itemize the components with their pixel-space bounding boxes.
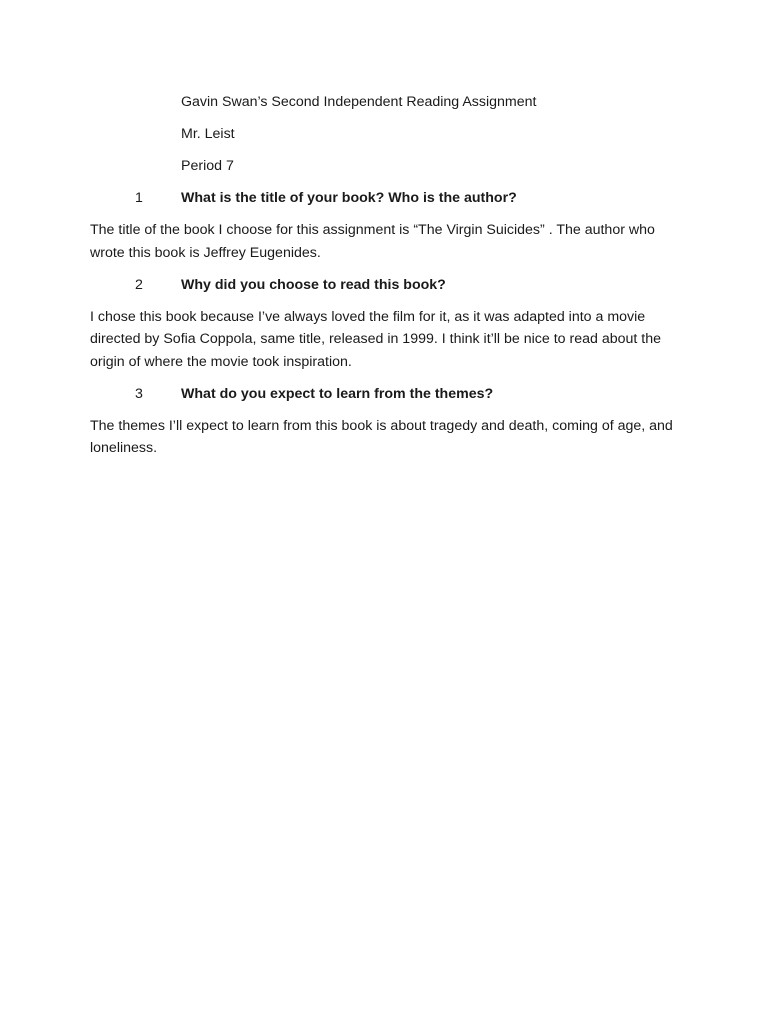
question-1: [90, 187, 682, 210]
answer-2: I chose this book because I’ve always loved the film for it, as it was adapted into a movie directed by Sofia Coppola, same title, released in 1999. I think it’ll be nice to read about the origin of where the movie took inspiration.: [90, 308, 661, 370]
question-2: [90, 274, 682, 297]
teacher-name: Mr. Leist: [181, 126, 235, 142]
question-number: 3: [135, 385, 143, 402]
class-period: Period 7: [181, 158, 234, 174]
question-number: 2: [135, 276, 143, 293]
assignment-title: Gavin Swan’s Second Independent Reading Assignment: [181, 94, 537, 110]
question-text: Why did you choose to read this book?: [181, 276, 446, 293]
answer-3: The themes I’ll expect to learn from this book is about tragedy and death, coming of age, and loneliness.: [90, 417, 673, 456]
question-text: What is the title of your book? Who is the author?: [181, 190, 517, 206]
answer-1: The title of the book I choose for this assignment is “The Virgin Suicides” . The author who wrote this book is Jeffrey Eugenides.: [90, 222, 655, 261]
document-page: [90, 91, 682, 469]
question-number: 1: [135, 190, 143, 206]
question-text: What do you expect to learn from the themes?: [181, 385, 494, 402]
question-3: [90, 383, 682, 406]
